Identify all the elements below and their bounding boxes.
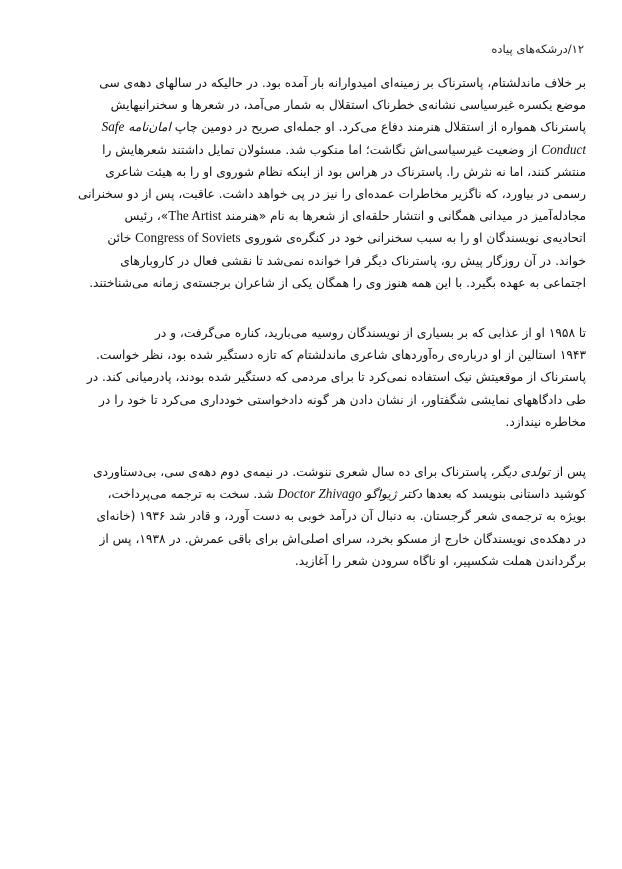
text-run: پس از bbox=[550, 465, 586, 480]
latin-term: Doctor Zhivago bbox=[277, 486, 362, 502]
text-run: اتحادیه‌ی نویسندگان او را به سبب سخنرانی خود در کنگره‌ی شوروی bbox=[240, 231, 586, 246]
text-run: تا ۱۹۵۸ او از عذابی که بر بسیاری از نویسندگان روسیه می‌بارید، کناره می‌گرفت، و در bbox=[154, 326, 586, 341]
text-run: »، رئیس bbox=[124, 209, 169, 224]
text-run: ۱۹۴۳ استالین از او درباره‌ی ره‌آوردهای شاعری ماندلشتام که تازه دستگیر شده بود، نظر خواست. bbox=[96, 348, 586, 363]
text-run: بویژه به ترجمه‌ی شعر گرجستان. به دنبال آن درآمد خوبی به دست آورد، و قادر شد ۱۹۳۶ (خانه‌ای bbox=[96, 509, 586, 524]
text-line bbox=[36, 366, 586, 388]
text-line bbox=[36, 461, 586, 483]
latin-term: The Artist bbox=[168, 208, 222, 224]
paragraph bbox=[36, 322, 586, 433]
text-run: از وضعیت غیرسیاسی‌اش نگاشت؛ اما منکوب شد. مسئولان تمایل داشتند شعرهایش را bbox=[102, 142, 542, 157]
text-run: منتشر کنند، اما نه نثرش را. پاسترناک در هراس بود از اینکه نظام شوروی او را به هیئت شاعری bbox=[105, 164, 586, 179]
paragraph bbox=[36, 461, 586, 572]
text-line bbox=[36, 139, 586, 161]
text-run: طی دادگاههای نمایشی شگفتاور، از نشان دادن هر گونه دادخواستی خودداری می‌کرد تا خود را در bbox=[99, 392, 586, 407]
latin-term: Conduct bbox=[541, 141, 586, 157]
text-line bbox=[36, 483, 586, 505]
text-run: مجادله‌آمیز در میدانی همگانی و انتشار حلقه‌ای از شعرها به نام «هنرمند bbox=[221, 209, 586, 224]
latin-term: Safe bbox=[101, 119, 125, 135]
text-line bbox=[36, 505, 586, 527]
text-run: پاسترناک همواره از استقلال هنرمند دفاع می‌کرد. او جمله‌ای صریح در دومین چاپ bbox=[170, 120, 586, 135]
text-line bbox=[36, 344, 586, 366]
latin-term: Congress of Soviets bbox=[135, 230, 241, 246]
text-run: پاسترناک از موقعیتش نیک استفاده نمی‌کرد تا برای مردمی که دستگیر شده بودند، پادرمیانی کند. در bbox=[86, 370, 586, 385]
text-line bbox=[36, 72, 586, 94]
text-line bbox=[36, 272, 586, 294]
text-run: اجتماعی به عهده بگیرد. با این همه هنوز وی را همگان یکی از شاعران برجسته‌ی زمانه می‌شناختند. bbox=[89, 275, 586, 290]
text-run: موضع یکسره غیرسیاسی نشانه‌ی خطرناک استقلال به شمار می‌آمد، در شعرها و سخنرانیهایش bbox=[110, 98, 586, 113]
body-text bbox=[36, 72, 586, 600]
text-run: مخاطره نیندازد. bbox=[505, 414, 586, 429]
text-line bbox=[36, 94, 586, 116]
text-line bbox=[36, 550, 586, 572]
italic-title: دکتر ژیواگو bbox=[365, 487, 423, 502]
text-run: کوشید داستانی بنویسد که بعدها bbox=[422, 487, 586, 502]
text-run: در دهکده‌ی نویسندگان خارج از مسکو بخرد، سرای اصلی‌اش برای باقی عمرش. در ۱۹۳۸، پس از bbox=[99, 531, 586, 546]
text-line bbox=[36, 250, 586, 272]
text-run: رسمی در بیاورد، که ناگزیر مخاطرات عمده‌ای را نیز در پی خواهد داشت. عاقبت، پس از دو سخنرانی bbox=[77, 187, 586, 202]
text-run: شد. سخت به ترجمه می‌پرداخت، bbox=[107, 487, 278, 502]
text-line bbox=[36, 205, 586, 227]
text-line bbox=[36, 528, 586, 550]
italic-title: تولدی دیگر bbox=[494, 465, 551, 480]
text-run: خواند. در آن روزگار پیش رو، پاسترناک دیگر فرا خوانده نمی‌شد تا نقشی فعال در کاروبارهای bbox=[120, 253, 586, 268]
text-line bbox=[36, 227, 586, 249]
italic-title: امان‌نامه bbox=[128, 120, 171, 135]
running-header: ۱۲/درشکه‌های پیاده bbox=[491, 42, 584, 56]
text-run: بر خلاف ماندلشتام، پاسترناک بر زمینه‌ای امیدوارانه بار آمده بود. در حالیکه در سالهای دهه‌ی سی bbox=[99, 76, 586, 90]
text-run: خائن bbox=[107, 231, 136, 246]
text-line bbox=[36, 389, 586, 411]
paragraph bbox=[36, 72, 586, 294]
text-line bbox=[36, 411, 586, 433]
text-line bbox=[36, 161, 586, 183]
text-run: برگرداندن هملت شکسپیر، او ناگاه سرودن شعر را آغازید. bbox=[294, 553, 586, 568]
text-run: ، پاسترناک برای ده سال شعری ننوشت. در نیمه‌ی دوم دهه‌ی سی، بی‌دستاوردی bbox=[93, 465, 495, 480]
text-line bbox=[36, 322, 586, 344]
text-line bbox=[36, 183, 586, 205]
text-line bbox=[36, 116, 586, 138]
